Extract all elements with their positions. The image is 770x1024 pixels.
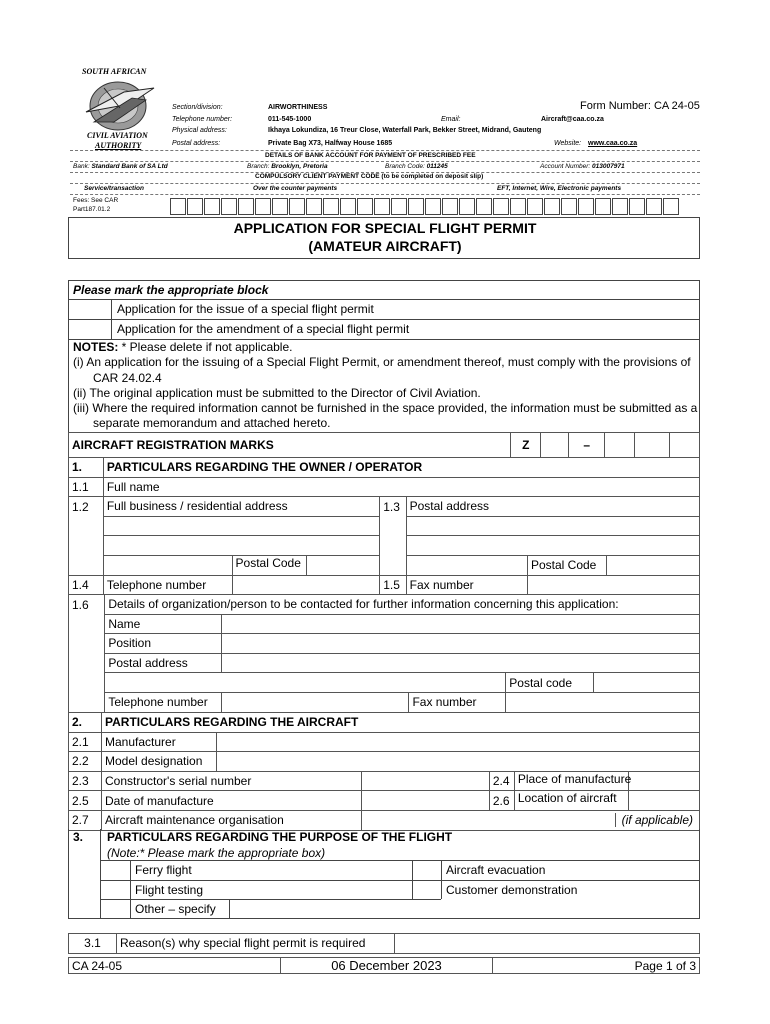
s1-6-number: 1.6	[69, 595, 105, 615]
contact-telephone-label: Telephone number	[105, 692, 222, 712]
payment-code-box[interactable]	[663, 198, 679, 215]
form-number: Form Number: CA 24-05	[580, 100, 700, 112]
contact-postal-address-line-2[interactable]	[105, 673, 506, 693]
manufacturer-field[interactable]	[217, 732, 700, 752]
other-checkbox[interactable]	[102, 900, 129, 918]
website-link[interactable]: www.caa.co.za	[588, 140, 638, 147]
payment-code-box[interactable]	[612, 198, 628, 215]
if-applicable-note: (if applicable)	[615, 813, 693, 827]
flight-testing-label: Flight testing	[135, 883, 204, 897]
ferry-checkbox[interactable]	[102, 861, 129, 879]
postal-address-label: Postal address	[406, 497, 699, 517]
customer-demonstration-label: Customer demonstration	[446, 883, 578, 897]
payment-code-box[interactable]	[187, 198, 203, 215]
payment-code-box[interactable]	[374, 198, 390, 215]
payment-code-box[interactable]	[255, 198, 271, 215]
business-address-line-2[interactable]	[103, 536, 379, 556]
postal-code-field[interactable]	[607, 555, 700, 575]
other-specify-label: Other – specify	[135, 902, 216, 916]
website-label: Website:	[554, 140, 582, 147]
account-label: Account Number: 013007971	[540, 163, 625, 170]
bank-label: Bank: Standard Bank of SA Ltd	[73, 163, 168, 170]
physical-label: Physical address:	[172, 127, 227, 134]
postal-value: Private Bag X73, Halfway House 1685	[268, 140, 393, 147]
note-2: (ii) The original application must be submitted to the Director of Civil Aviation.	[73, 386, 481, 400]
email-value[interactable]: Aircraft@caa.co.za	[541, 116, 604, 123]
contact-postal-address-field[interactable]	[222, 653, 700, 673]
manufacturer-label: Manufacturer	[102, 732, 217, 752]
payment-code-box[interactable]	[442, 198, 458, 215]
maintenance-org-label: Aircraft maintenance organisation	[102, 810, 362, 830]
payment-code-box[interactable]	[289, 198, 305, 215]
contact-name-field[interactable]	[222, 614, 700, 634]
aircraft-evacuation-label: Aircraft evacuation	[446, 863, 546, 877]
form-title-line2: (AMATEUR AIRCRAFT)	[308, 238, 462, 254]
payment-code-box[interactable]	[357, 198, 373, 215]
business-postal-code[interactable]	[232, 555, 380, 575]
payment-code-box[interactable]	[544, 198, 560, 215]
payment-code-box[interactable]	[238, 198, 254, 215]
evacuation-checkbox[interactable]	[413, 861, 440, 879]
fees-note-2: Part187.01.2	[73, 206, 111, 213]
s1-5-number: 1.5	[380, 575, 406, 595]
payment-code-box[interactable]	[204, 198, 220, 215]
s2-1-number: 2.1	[69, 732, 102, 752]
registration-mark-4[interactable]	[670, 433, 700, 458]
telephone-label: Telephone number	[103, 575, 232, 595]
registration-prefix-z: Z	[511, 433, 541, 458]
contact-fax-label: Fax number	[409, 692, 506, 712]
payment-code-box[interactable]	[595, 198, 611, 215]
physical-value: Ikhaya Lokundiza, 16 Treur Close, Waterfall Park, Bekker Street, Midrand, Gauteng	[268, 127, 542, 134]
s2-number: 2.	[69, 713, 102, 733]
s3-number: 3.	[73, 830, 84, 844]
date-of-manufacture-label: Date of manufacture	[102, 791, 362, 811]
payment-code-box[interactable]	[646, 198, 662, 215]
business-address-label: Full business / residential address	[103, 497, 379, 517]
business-address-line-3[interactable]	[103, 555, 232, 575]
footer	[68, 957, 700, 974]
footer-date: 06 December 2023	[281, 958, 493, 974]
bank-value: Standard Bank of SA Ltd	[91, 163, 168, 170]
note-3b: separate memorandum and attached hereto.	[93, 416, 331, 430]
location-of-aircraft-field[interactable]	[514, 791, 699, 811]
s1-2-number: 1.2	[69, 497, 104, 517]
branch-value: Brooklyn, Pretoria	[271, 163, 328, 170]
payment-code-box[interactable]	[459, 198, 475, 215]
s3-note: (Note:* Please mark the appropriate box)	[107, 846, 326, 860]
contact-position-field[interactable]	[222, 634, 700, 654]
s2-5-number: 2.5	[69, 791, 102, 811]
s2-2-number: 2.2	[69, 752, 102, 772]
contact-postal-code-label: Postal code	[506, 673, 594, 693]
contact-table	[68, 594, 700, 713]
org-name-bottom2: AUTHORITY	[95, 141, 142, 150]
payment-code-box[interactable]	[493, 198, 509, 215]
postal-code-label: Postal Code	[527, 555, 606, 575]
payment-code-box[interactable]	[527, 198, 543, 215]
fax-label: Fax number	[406, 575, 527, 595]
contact-details-label: Details of organization/person to be contacted for further information concerning this application:	[105, 595, 700, 615]
contact-name-label: Name	[105, 614, 222, 634]
contact-position-label: Position	[105, 634, 222, 654]
note-1b: CAR 24.02.4	[93, 371, 162, 385]
serial-number-label: Constructor's serial number	[102, 771, 362, 791]
other-specify-field[interactable]	[230, 900, 699, 918]
contact-postal-code-field[interactable]	[594, 673, 700, 693]
notes-intro: NOTES: * Please delete if not applicable.	[73, 340, 293, 354]
footer-page: Page 1 of 3	[493, 958, 700, 974]
branch-code-label: Branch Code: 011245	[385, 163, 448, 170]
org-name-bottom1: CIVIL AVIATION	[87, 131, 148, 140]
org-name-top: SOUTH AFRICAN	[82, 67, 147, 76]
demonstration-checkbox[interactable]	[413, 881, 440, 898]
branch-code-value: 011245	[426, 163, 448, 170]
payment-code-box[interactable]	[578, 198, 594, 215]
fax-field[interactable]	[527, 575, 699, 595]
footer-form-code: CA 24-05	[69, 958, 281, 974]
telephone-field[interactable]	[232, 575, 380, 595]
model-field[interactable]	[217, 752, 700, 772]
contact-telephone-field[interactable]	[222, 692, 409, 712]
payment-code-box[interactable]	[561, 198, 577, 215]
section-2-table	[68, 712, 700, 831]
payment-code-box[interactable]	[476, 198, 492, 215]
service-label: Service/transaction	[84, 185, 144, 192]
phone-value: 011-545-1000	[268, 116, 312, 123]
fees-note-1: Fees: See CAR	[73, 197, 119, 204]
eft-label: EFT, Internet, Wire, Electronic payments	[497, 185, 622, 192]
note-3a: (iii) Where the required information cannot be furnished in the space provided, the information must be submitted as a	[73, 401, 698, 415]
s2-6-number: 2.6	[489, 791, 514, 811]
notes-label: NOTES:	[73, 340, 119, 354]
serial-number-field[interactable]	[361, 771, 489, 791]
note-1a: (i) An application for the issuing of a Special Flight Permit, or amendment thereof, must comply with the provisions of	[73, 355, 691, 369]
payment-code-box[interactable]	[629, 198, 645, 215]
testing-checkbox[interactable]	[102, 881, 129, 898]
payment-code-box[interactable]	[391, 198, 407, 215]
date-of-manufacture-field[interactable]	[361, 791, 489, 811]
block-heading: Please mark the appropriate block	[73, 283, 269, 297]
s1-4-number: 1.4	[69, 575, 104, 595]
s2-4-number: 2.4	[489, 771, 514, 791]
registration-mark-3[interactable]	[635, 433, 670, 458]
s2-3-number: 2.3	[69, 771, 102, 791]
payment-code-box[interactable]	[272, 198, 288, 215]
phone-label: Telephone number:	[172, 116, 233, 123]
contact-postal-address-label: Postal address	[105, 653, 222, 673]
caa-logo	[84, 78, 156, 133]
maintenance-org-field[interactable]	[361, 810, 699, 830]
ferry-flight-label: Ferry flight	[135, 863, 192, 877]
branch-label: Branch: Brooklyn, Pretoria	[247, 163, 328, 170]
amendment-checkbox[interactable]	[68, 319, 112, 339]
section-value: AIRWORTHINESS	[268, 104, 328, 111]
amendment-option-label: Application for the amendment of a special flight permit	[117, 322, 410, 336]
postal-label: Postal address:	[172, 140, 221, 147]
registration-mark-2[interactable]	[605, 433, 635, 458]
place-of-manufacture-field[interactable]	[514, 771, 699, 791]
payment-code-box[interactable]	[221, 198, 237, 215]
payment-code-box[interactable]	[306, 198, 322, 215]
s1-3-number: 1.3	[380, 497, 406, 517]
business-postal-code-label: Postal Code	[233, 556, 307, 575]
s1-1-number: 1.1	[69, 477, 104, 497]
issue-option-label: Application for the issue of a special flight permit	[117, 302, 374, 316]
postal-address-line-3[interactable]	[406, 555, 527, 575]
postal-address-line-1[interactable]	[406, 516, 699, 536]
location-of-aircraft-label: Location of aircraft	[515, 791, 629, 810]
client-code-title: COMPULSORY CLIENT PAYMENT CODE (to be completed on deposit slip)	[255, 173, 484, 180]
registration-label: AIRCRAFT REGISTRATION MARKS	[69, 433, 511, 458]
full-name-field[interactable]	[103, 477, 699, 497]
s2-7-number: 2.7	[69, 810, 102, 830]
contact-fax-field[interactable]	[506, 692, 700, 712]
email-label: Email:	[441, 116, 461, 123]
s1-title: PARTICULARS REGARDING THE OWNER / OPERATOR	[103, 458, 699, 478]
account-value: 013007971	[592, 163, 625, 170]
section-1-table	[68, 457, 700, 595]
registration-dash: –	[569, 433, 605, 458]
counter-label: Over the counter payments	[253, 185, 338, 192]
s1-number: 1.	[69, 458, 104, 478]
full-name-label: Full name	[106, 479, 160, 494]
reason-label: Reason(s) why special flight permit is required	[117, 934, 395, 954]
s3-title: PARTICULARS REGARDING THE PURPOSE OF THE FLIGHT	[107, 830, 453, 844]
payment-code-box[interactable]	[323, 198, 339, 215]
postal-address-line-2[interactable]	[406, 536, 699, 556]
s2-title: PARTICULARS REGARDING THE AIRCRAFT	[102, 713, 700, 733]
section-label: Section/division:	[172, 104, 223, 111]
model-label: Model designation	[102, 752, 217, 772]
s3-1-number: 3.1	[69, 934, 117, 954]
place-of-manufacture-label: Place of manufacture	[515, 772, 629, 791]
reason-field[interactable]	[395, 934, 700, 954]
form-title-line1: APPLICATION FOR SPECIAL FLIGHT PERMIT	[233, 220, 537, 236]
registration-row	[68, 432, 700, 458]
issue-checkbox[interactable]	[68, 299, 112, 319]
payment-code-box[interactable]	[340, 198, 356, 215]
payment-code-box[interactable]	[425, 198, 441, 215]
registration-mark-1[interactable]	[541, 433, 569, 458]
bank-title: DETAILS OF BANK ACCOUNT FOR PAYMENT OF PRESCRIBED FEE	[265, 152, 476, 159]
business-address-line-1[interactable]	[103, 516, 379, 536]
payment-code-box[interactable]	[510, 198, 526, 215]
payment-code-box[interactable]	[408, 198, 424, 215]
payment-code-box[interactable]	[170, 198, 186, 215]
section-3-1-row	[68, 933, 700, 954]
